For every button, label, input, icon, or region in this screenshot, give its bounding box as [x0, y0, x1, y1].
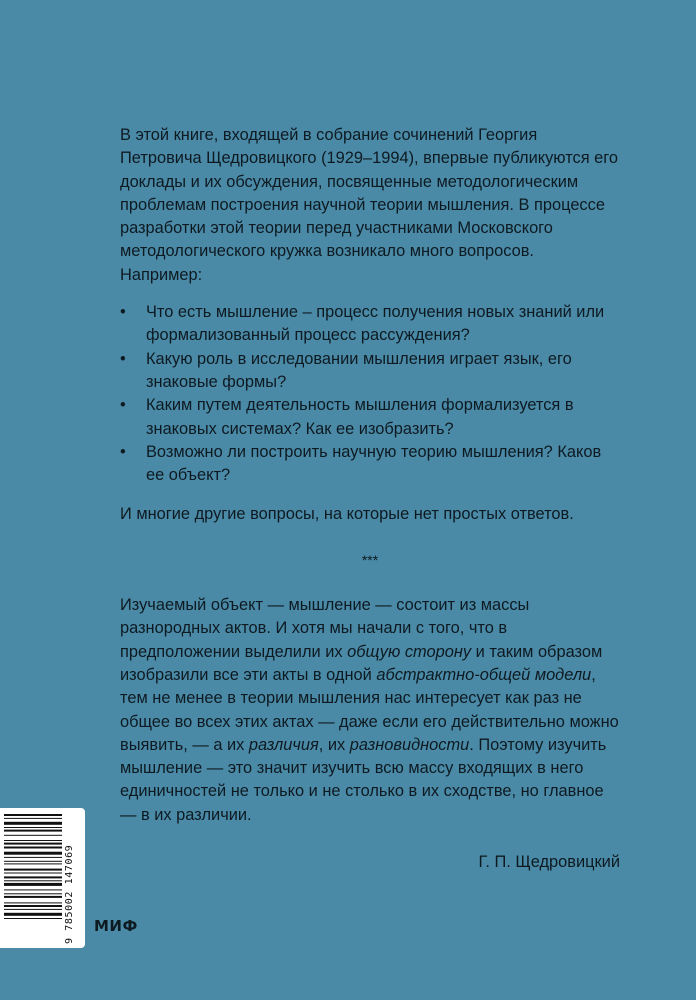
list-item: • Каким путем деятельность мышления формализуется в знаковых системах? Как ее изобразить? [146, 394, 620, 441]
list-item: • Что есть мышление – процесс получения новых знаний или формализованный процесс рассуждения? [146, 301, 620, 348]
quote-emphasis: разновидности [349, 735, 470, 754]
barcode-bar [4, 913, 62, 916]
barcode-bar [4, 909, 62, 910]
barcode-bar [4, 814, 62, 816]
barcode-bar [4, 896, 62, 898]
barcode-bar [4, 863, 62, 864]
barcode-number: 9 785002 147069 [64, 844, 75, 944]
barcode-bar [4, 835, 62, 836]
quote-emphasis: общую сторону [347, 642, 472, 661]
barcode-bar [4, 889, 62, 890]
barcode-bar [4, 880, 62, 881]
quote-text: , их [318, 735, 350, 754]
barcode-bar [4, 861, 62, 862]
question-list [120, 301, 620, 487]
quote-text: . Поэтому изучить мышление — это значит изучить всю массу входящих в него единичностей не только и не столько в их сходстве, но главное — в их различии. [120, 735, 607, 824]
barcode-bar [4, 852, 62, 855]
list-item: • Какую роль в исследовании мышления играет язык, его знаковые формы? [146, 348, 620, 395]
barcode-bar [4, 869, 62, 871]
barcode-bar [4, 830, 62, 832]
publisher-logo: МИФ [94, 917, 138, 935]
barcode-bar [4, 918, 62, 919]
barcode-bar [4, 847, 62, 849]
quote-emphasis: абстрактно-общей модели [376, 665, 592, 684]
barcode-bar [4, 873, 62, 874]
barcode-bar [4, 843, 62, 845]
quote-text: и таким образом изобразили все эти акты в одной [120, 642, 603, 684]
barcode-bar [4, 876, 62, 878]
barcode-bar [4, 905, 62, 907]
barcode-bar [4, 893, 62, 894]
intro-paragraph: В этой книге, входящей в собрание сочинений Георгия Петровича Щедровицкого (1929–1994), впервые публикуются его доклады и их обсуждения, посвященные методологическим проблемам построения научной теории мышления. В процессе разработки этой теории перед участниками Московского методологического кружка возникало много вопросов. Например: [120, 126, 619, 284]
quote-text: Изучаемый объект — мышление — состоит из массы разнородных актов. И хотя мы начали с того, что в предположении выделили их [120, 596, 530, 661]
quote-emphasis: различия [248, 735, 319, 754]
back-cover-text [120, 124, 620, 874]
quote-paragraph [120, 594, 620, 827]
quote-text: , тем не менее в теории мышления нас интересует как раз не общее во всех этих актах — даже если его действительно можно выявить, — а их [120, 665, 619, 754]
barcode-bar [4, 902, 62, 903]
author-signature: Г. П. Щедровицкий [478, 853, 620, 872]
barcode-bar [4, 818, 62, 819]
barcode-bar [4, 857, 62, 858]
barcode-bar [4, 840, 62, 841]
barcode-bar [4, 827, 62, 828]
barcode-bar [4, 883, 62, 886]
separator: *** [361, 551, 379, 568]
isbn-barcode [0, 808, 85, 948]
list-item: • Возможно ли построить научную теорию мышления? Каков ее объект? [146, 441, 620, 488]
outro-paragraph: И многие другие вопросы, на которые нет простых ответов. [120, 505, 574, 524]
barcode-bar [4, 822, 62, 825]
